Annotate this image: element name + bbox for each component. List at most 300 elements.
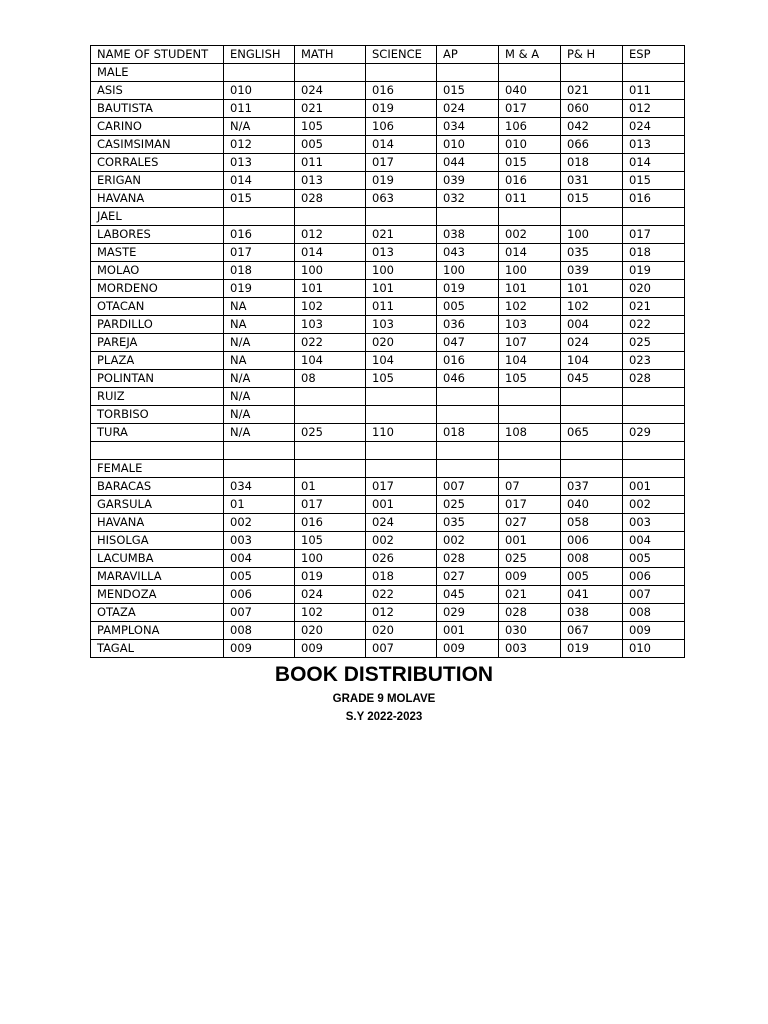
table-row — [91, 352, 685, 370]
book-number-cell: 015 — [224, 190, 295, 208]
book-number-cell: 018 — [561, 154, 623, 172]
book-number-cell: 047 — [437, 334, 499, 352]
book-number-cell — [224, 460, 295, 478]
book-number-cell — [295, 406, 366, 424]
table-row — [91, 100, 685, 118]
table-row — [91, 208, 685, 226]
book-number-cell: 001 — [623, 478, 685, 496]
book-number-cell: 024 — [295, 82, 366, 100]
book-number-cell: 025 — [295, 424, 366, 442]
book-number-cell: 014 — [366, 136, 437, 154]
book-number-cell: 009 — [437, 640, 499, 658]
column-header: AP — [437, 46, 499, 64]
book-number-cell: 011 — [499, 190, 561, 208]
book-number-cell: 039 — [561, 262, 623, 280]
book-number-cell: 003 — [224, 532, 295, 550]
student-name-cell: LABORES — [91, 226, 224, 244]
book-number-cell: 043 — [437, 244, 499, 262]
book-number-cell: 067 — [561, 622, 623, 640]
book-number-cell: 023 — [623, 352, 685, 370]
book-number-cell: 104 — [366, 352, 437, 370]
student-name-cell: HISOLGA — [91, 532, 224, 550]
book-number-cell: 021 — [623, 298, 685, 316]
book-number-cell: 007 — [224, 604, 295, 622]
book-number-cell: 013 — [224, 154, 295, 172]
book-number-cell — [437, 208, 499, 226]
book-number-cell: 014 — [623, 154, 685, 172]
column-header: MATH — [295, 46, 366, 64]
table-row — [91, 406, 685, 424]
column-header: P& H — [561, 46, 623, 64]
student-name-cell: PAMPLONA — [91, 622, 224, 640]
book-number-cell — [623, 460, 685, 478]
table-row — [91, 514, 685, 532]
student-name-cell: MORDENO — [91, 280, 224, 298]
book-number-cell: 001 — [499, 532, 561, 550]
book-number-cell — [561, 406, 623, 424]
book-number-cell: 008 — [623, 604, 685, 622]
student-name-cell: FEMALE — [91, 460, 224, 478]
book-number-cell: 008 — [224, 622, 295, 640]
book-number-cell: 010 — [499, 136, 561, 154]
book-number-cell: 014 — [224, 172, 295, 190]
student-name-cell — [91, 442, 224, 460]
book-number-cell: 012 — [366, 604, 437, 622]
book-number-cell: 036 — [437, 316, 499, 334]
book-number-cell: 002 — [366, 532, 437, 550]
book-distribution-table — [90, 45, 685, 658]
book-number-cell — [295, 442, 366, 460]
book-number-cell: 029 — [623, 424, 685, 442]
book-number-cell: 012 — [623, 100, 685, 118]
book-number-cell: 102 — [295, 298, 366, 316]
book-number-cell: 021 — [499, 586, 561, 604]
book-number-cell: 100 — [561, 226, 623, 244]
book-number-cell: 018 — [437, 424, 499, 442]
book-number-cell: 101 — [366, 280, 437, 298]
table-row — [91, 316, 685, 334]
book-number-cell: 027 — [437, 568, 499, 586]
student-name-cell: POLINTAN — [91, 370, 224, 388]
book-number-cell: 019 — [295, 568, 366, 586]
book-number-cell: 106 — [499, 118, 561, 136]
book-number-cell: 105 — [499, 370, 561, 388]
book-number-cell: 027 — [499, 514, 561, 532]
book-number-cell: 002 — [224, 514, 295, 532]
book-number-cell: 031 — [561, 172, 623, 190]
table-row — [91, 424, 685, 442]
column-header: ENGLISH — [224, 46, 295, 64]
book-number-cell — [623, 64, 685, 82]
book-number-cell: 007 — [437, 478, 499, 496]
book-number-cell: 028 — [295, 190, 366, 208]
table-row — [91, 262, 685, 280]
book-number-cell — [366, 460, 437, 478]
student-name-cell: ASIS — [91, 82, 224, 100]
book-number-cell — [437, 406, 499, 424]
table-header-row — [91, 46, 685, 64]
table-row — [91, 298, 685, 316]
student-name-cell: BAUTISTA — [91, 100, 224, 118]
book-number-cell — [437, 388, 499, 406]
book-number-cell — [499, 388, 561, 406]
book-number-cell — [437, 460, 499, 478]
student-name-cell: HAVANA — [91, 190, 224, 208]
book-number-cell: 014 — [295, 244, 366, 262]
book-number-cell: 102 — [295, 604, 366, 622]
book-number-cell — [623, 442, 685, 460]
table-row — [91, 136, 685, 154]
book-number-cell: 030 — [499, 622, 561, 640]
book-number-cell: 100 — [499, 262, 561, 280]
table-row — [91, 532, 685, 550]
book-number-cell: 006 — [623, 568, 685, 586]
book-number-cell: 024 — [366, 514, 437, 532]
book-number-cell: 004 — [224, 550, 295, 568]
book-number-cell — [224, 442, 295, 460]
book-number-cell: 018 — [366, 568, 437, 586]
book-number-cell — [295, 460, 366, 478]
book-number-cell — [499, 64, 561, 82]
book-number-cell: 022 — [623, 316, 685, 334]
book-number-cell: 004 — [561, 316, 623, 334]
student-name-cell: CASIMSIMAN — [91, 136, 224, 154]
book-number-cell: 010 — [623, 640, 685, 658]
book-number-cell: 021 — [561, 82, 623, 100]
book-number-cell: 020 — [623, 280, 685, 298]
table-row — [91, 622, 685, 640]
book-number-cell: 011 — [295, 154, 366, 172]
book-number-cell: 012 — [295, 226, 366, 244]
book-number-cell: 019 — [224, 280, 295, 298]
student-name-cell: TORBISO — [91, 406, 224, 424]
book-number-cell: 105 — [295, 118, 366, 136]
table-row — [91, 154, 685, 172]
book-number-cell: 009 — [499, 568, 561, 586]
grade-section-label: GRADE 9 MOLAVE — [332, 693, 436, 705]
student-name-cell: TAGAL — [91, 640, 224, 658]
book-number-cell: 001 — [437, 622, 499, 640]
book-number-cell — [499, 406, 561, 424]
book-number-cell: 013 — [366, 244, 437, 262]
title-block — [0, 660, 768, 726]
book-number-cell — [437, 64, 499, 82]
book-number-cell: 101 — [295, 280, 366, 298]
student-name-cell: MASTE — [91, 244, 224, 262]
book-number-cell: 019 — [366, 100, 437, 118]
book-number-cell: 038 — [437, 226, 499, 244]
book-number-cell: 105 — [366, 370, 437, 388]
book-number-cell: 042 — [561, 118, 623, 136]
table-row — [91, 388, 685, 406]
book-number-cell: 002 — [623, 496, 685, 514]
book-number-cell: 040 — [561, 496, 623, 514]
book-number-cell: N/A — [224, 118, 295, 136]
book-number-cell: 005 — [623, 550, 685, 568]
book-number-cell: 041 — [561, 586, 623, 604]
table-row — [91, 640, 685, 658]
book-number-cell — [561, 388, 623, 406]
book-number-cell: 009 — [623, 622, 685, 640]
book-number-cell: 104 — [295, 352, 366, 370]
book-number-cell: N/A — [224, 424, 295, 442]
book-number-cell: 01 — [224, 496, 295, 514]
book-number-cell: 034 — [437, 118, 499, 136]
book-number-cell: 101 — [561, 280, 623, 298]
book-number-cell: 011 — [366, 298, 437, 316]
book-number-cell: 110 — [366, 424, 437, 442]
book-number-cell: N/A — [224, 370, 295, 388]
book-number-cell: 022 — [366, 586, 437, 604]
table-row — [91, 334, 685, 352]
book-number-cell: 017 — [623, 226, 685, 244]
table-row — [91, 496, 685, 514]
table-row — [91, 478, 685, 496]
column-header: SCIENCE — [366, 46, 437, 64]
student-name-cell: ERIGAN — [91, 172, 224, 190]
book-number-cell: 007 — [366, 640, 437, 658]
table-row — [91, 82, 685, 100]
book-number-cell: 024 — [623, 118, 685, 136]
book-number-cell: NA — [224, 298, 295, 316]
book-number-cell: 08 — [295, 370, 366, 388]
book-number-cell — [623, 208, 685, 226]
book-number-cell: 022 — [295, 334, 366, 352]
book-number-cell: 105 — [295, 532, 366, 550]
book-number-cell — [224, 64, 295, 82]
book-number-cell: 012 — [224, 136, 295, 154]
book-number-cell: 040 — [499, 82, 561, 100]
blank-row — [91, 442, 685, 460]
student-name-cell: PAREJA — [91, 334, 224, 352]
student-name-cell: MENDOZA — [91, 586, 224, 604]
table-row — [91, 604, 685, 622]
book-number-cell: 009 — [224, 640, 295, 658]
book-number-cell — [366, 64, 437, 82]
book-number-cell: 019 — [623, 262, 685, 280]
book-number-cell: N/A — [224, 406, 295, 424]
student-name-cell: MALE — [91, 64, 224, 82]
book-number-cell — [366, 388, 437, 406]
book-number-cell: 016 — [499, 172, 561, 190]
book-number-cell: 100 — [295, 550, 366, 568]
book-number-cell: 038 — [561, 604, 623, 622]
book-number-cell: 011 — [623, 82, 685, 100]
book-number-cell: 066 — [561, 136, 623, 154]
book-number-cell — [295, 388, 366, 406]
school-year-label: S.Y 2022-2023 — [345, 711, 423, 723]
book-number-cell: 101 — [499, 280, 561, 298]
book-number-cell — [561, 460, 623, 478]
book-number-cell: NA — [224, 352, 295, 370]
book-number-cell — [295, 208, 366, 226]
student-name-cell: BARACAS — [91, 478, 224, 496]
table-row — [91, 370, 685, 388]
book-number-cell: 045 — [561, 370, 623, 388]
book-number-cell: 016 — [437, 352, 499, 370]
page-title: BOOK DISTRIBUTION — [274, 663, 494, 686]
book-number-cell: 018 — [224, 262, 295, 280]
book-number-cell: 010 — [437, 136, 499, 154]
book-number-cell — [366, 442, 437, 460]
book-number-cell: 032 — [437, 190, 499, 208]
book-number-cell: 019 — [437, 280, 499, 298]
student-name-cell: MARAVILLA — [91, 568, 224, 586]
student-name-cell: CORRALES — [91, 154, 224, 172]
book-number-cell: 013 — [295, 172, 366, 190]
book-number-cell: 006 — [224, 586, 295, 604]
book-number-cell: 013 — [623, 136, 685, 154]
book-number-cell: 007 — [623, 586, 685, 604]
book-number-cell: 010 — [224, 82, 295, 100]
book-number-cell: 001 — [366, 496, 437, 514]
book-number-cell: 019 — [561, 640, 623, 658]
book-number-cell — [499, 442, 561, 460]
book-number-cell: N/A — [224, 334, 295, 352]
book-number-cell: 035 — [437, 514, 499, 532]
book-number-cell: 016 — [623, 190, 685, 208]
book-number-cell: 006 — [561, 532, 623, 550]
book-number-cell: 020 — [295, 622, 366, 640]
book-number-cell — [623, 388, 685, 406]
book-number-cell: 015 — [623, 172, 685, 190]
book-number-cell: 004 — [623, 532, 685, 550]
book-number-cell: 025 — [623, 334, 685, 352]
book-number-cell: 035 — [561, 244, 623, 262]
book-number-cell: 106 — [366, 118, 437, 136]
table-row — [91, 226, 685, 244]
book-number-cell: 103 — [295, 316, 366, 334]
book-number-cell: 01 — [295, 478, 366, 496]
book-number-cell: 017 — [366, 154, 437, 172]
book-number-cell — [561, 208, 623, 226]
book-number-cell: 103 — [499, 316, 561, 334]
book-number-cell: 002 — [437, 532, 499, 550]
book-number-cell: 107 — [499, 334, 561, 352]
student-name-cell: RUIZ — [91, 388, 224, 406]
book-number-cell: 015 — [561, 190, 623, 208]
book-number-cell: 063 — [366, 190, 437, 208]
column-header: ESP — [623, 46, 685, 64]
book-number-cell: 100 — [366, 262, 437, 280]
book-number-cell: 008 — [561, 550, 623, 568]
book-number-cell: 020 — [366, 334, 437, 352]
book-number-cell: 020 — [366, 622, 437, 640]
table-row — [91, 550, 685, 568]
table-body — [91, 64, 685, 658]
book-number-cell: 016 — [366, 82, 437, 100]
book-number-cell: 003 — [623, 514, 685, 532]
book-number-cell: 026 — [366, 550, 437, 568]
book-number-cell: 100 — [295, 262, 366, 280]
student-name-cell: JAEL — [91, 208, 224, 226]
book-number-cell: 060 — [561, 100, 623, 118]
book-number-cell: 005 — [224, 568, 295, 586]
table-row — [91, 244, 685, 262]
book-number-cell: 07 — [499, 478, 561, 496]
book-number-cell: 019 — [366, 172, 437, 190]
book-number-cell — [366, 406, 437, 424]
book-number-cell — [295, 64, 366, 82]
table-row — [91, 172, 685, 190]
book-number-cell: 102 — [499, 298, 561, 316]
section-row — [91, 64, 685, 82]
student-name-cell: PARDILLO — [91, 316, 224, 334]
book-number-cell — [561, 64, 623, 82]
student-name-cell: PLAZA — [91, 352, 224, 370]
book-number-cell: 024 — [437, 100, 499, 118]
student-name-cell: OTACAN — [91, 298, 224, 316]
book-number-cell: 065 — [561, 424, 623, 442]
book-number-cell — [499, 208, 561, 226]
book-number-cell: 021 — [366, 226, 437, 244]
book-number-cell: 028 — [499, 604, 561, 622]
book-number-cell: 005 — [561, 568, 623, 586]
book-number-cell: 028 — [437, 550, 499, 568]
book-number-cell — [224, 208, 295, 226]
book-number-cell: 058 — [561, 514, 623, 532]
book-number-cell: 108 — [499, 424, 561, 442]
book-number-cell: 102 — [561, 298, 623, 316]
book-number-cell: 034 — [224, 478, 295, 496]
book-number-cell: 044 — [437, 154, 499, 172]
book-number-cell: 045 — [437, 586, 499, 604]
book-number-cell: 024 — [561, 334, 623, 352]
book-number-cell: 037 — [561, 478, 623, 496]
student-name-cell: TURA — [91, 424, 224, 442]
column-header: M & A — [499, 46, 561, 64]
student-name-cell: OTAZA — [91, 604, 224, 622]
book-number-cell: NA — [224, 316, 295, 334]
table-row — [91, 586, 685, 604]
book-number-cell: N/A — [224, 388, 295, 406]
book-number-cell: 017 — [499, 100, 561, 118]
book-number-cell: 005 — [437, 298, 499, 316]
book-number-cell: 017 — [366, 478, 437, 496]
student-name-cell: CARINO — [91, 118, 224, 136]
book-number-cell — [366, 208, 437, 226]
book-number-cell: 005 — [295, 136, 366, 154]
table-row — [91, 118, 685, 136]
book-number-cell: 003 — [499, 640, 561, 658]
section-row — [91, 460, 685, 478]
student-name-cell: GARSULA — [91, 496, 224, 514]
book-number-cell: 002 — [499, 226, 561, 244]
book-number-cell: 025 — [437, 496, 499, 514]
student-name-cell: HAVANA — [91, 514, 224, 532]
book-number-cell: 021 — [295, 100, 366, 118]
book-number-cell — [623, 406, 685, 424]
table-row — [91, 190, 685, 208]
book-number-cell: 018 — [623, 244, 685, 262]
book-number-cell: 016 — [224, 226, 295, 244]
book-number-cell: 016 — [295, 514, 366, 532]
book-number-cell: 024 — [295, 586, 366, 604]
book-number-cell — [561, 442, 623, 460]
book-number-cell: 029 — [437, 604, 499, 622]
table-row — [91, 280, 685, 298]
book-number-cell: 011 — [224, 100, 295, 118]
book-number-cell: 017 — [499, 496, 561, 514]
book-number-cell: 017 — [224, 244, 295, 262]
table-row — [91, 568, 685, 586]
book-number-cell: 025 — [499, 550, 561, 568]
book-number-cell: 015 — [499, 154, 561, 172]
book-number-cell: 009 — [295, 640, 366, 658]
book-number-cell: 039 — [437, 172, 499, 190]
book-number-cell: 014 — [499, 244, 561, 262]
book-number-cell: 104 — [499, 352, 561, 370]
